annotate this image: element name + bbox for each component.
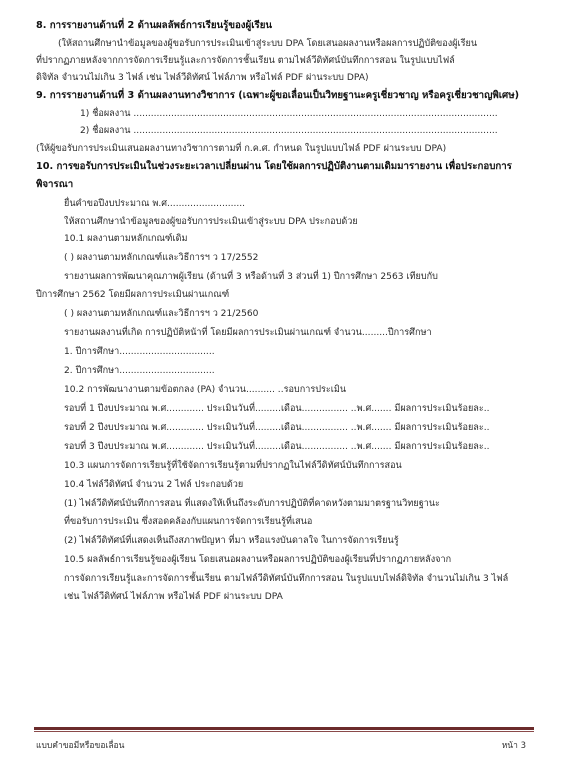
footer-divider-thin [34,731,534,732]
subsection-10-2: 10.2 การพัฒนางานตามข้อตกลง (PA) จำนวน.......... ..รอบการประเมิน [64,385,347,395]
report-line: รายงานผลการพัฒนาคุณภาพผู้เรียน (ด้านที่ 3 หรือด้านที่ 3 ส่วนที่ 1) ปีการศึกษา 2563 เทียบกับ [64,272,438,282]
round-3-line: รอบที่ 3 ปีงบประมาณ พ.ศ............. ประเมินวันที่.........เดือน................ ..พ.ศ....... มีผลการประเมินร้อยละ.. [64,442,490,452]
section-8-text: (ให้สถานศึกษานำข้อมูลของผู้ขอรับการประเมินเข้าสู่ระบบ DPA โดยเสนอผลงานหรือผลการปฏิบัติของผู้เรียน [58,39,478,49]
work-title-line-2: 2) ชื่อผลงาน .............................................................................................................................. [80,126,498,136]
video-item-2: (2) ไฟล์วีดิทัศน์ที่แสดงเห็นถึงสภาพปัญหา ที่มา หรือแรงบันดาลใจ ในการจัดการเรียนรู้ [64,536,399,546]
section-8-text: ที่ปรากฏภายหลังจากการจัดการเรียนรู้และการจัดการชั้นเรียน ตามไฟล์วีดิทัศน์บันทึกการสอน ในรูปแบบไฟล์ [36,56,455,66]
subsection-10-4: 10.4 ไฟล์วีดิทัศน์ จำนวน 2 ไฟล์ ประกอบด้วย [64,480,244,490]
fiscal-year-line: ยื่นคำขอปีงบประมาณ พ.ศ........................... [64,199,246,209]
footer-divider [34,727,534,730]
work-title-line-1: 1) ชื่อผลงาน .............................................................................................................................. [80,109,498,119]
academic-year-2: 2. ปีการศึกษา................................. [64,366,215,376]
section-8-text: ดิจิทัล จำนวนไม่เกิน 3 ไฟล์ เช่น ไฟล์วีดิทัศน์ ไฟล์ภาพ หรือไฟล์ PDF ผ่านระบบ DPA) [36,73,369,83]
checkbox-option-v21: ( ) ผลงานตามหลักเกณฑ์และวิธีการฯ ว 21/2560 [64,309,259,319]
round-1-line: รอบที่ 1 ปีงบประมาณ พ.ศ............. ประเมินวันที่.........เดือน................ ..พ.ศ....... มีผลการประเมินร้อยละ.. [64,404,490,414]
section-10-heading-cont: พิจารณา [36,179,74,190]
page-number: หน้า 3 [501,741,526,751]
subsection-10-5: 10.5 ผลลัพธ์การเรียนรู้ของผู้เรียน โดยเสนอผลงานหรือผลการปฏิบัติของผู้เรียนที่ปรากฏภายหลังจาก [64,555,452,565]
section-9-note: (ให้ผู้ขอรับการประเมินเสนอผลงานทางวิชาการตามที่ ก.ค.ศ. กำหนด ในรูปแบบไฟล์ PDF ผ่านระบบ DPA) [36,144,447,154]
subsection-10-5-cont: การจัดการเรียนรู้และการจัดการชั้นเรียน ตามไฟล์วีดิทัศน์บันทึกการสอน ในรูปแบบไฟล์ดิจิทัล จำนวนไม่เกิน 3 ไฟล์ [64,574,509,584]
checkbox-option-v17: ( ) ผลงานตามหลักเกณฑ์และวิธีการฯ ว 17/2552 [64,253,259,263]
report-line: รายงานผลงานที่เกิด การปฏิบัติหน้าที่ โดยมีผลการประเมินผ่านเกณฑ์ จำนวน.........ปีการศึกษา [64,328,432,338]
subsection-10-5-cont: เช่น ไฟล์วีดิทัศน์ ไฟล์ภาพ หรือไฟล์ PDF ผ่านระบบ DPA [64,592,283,602]
footer-left-label: แบบคำขอมีหรือขอเลื่อน [36,741,125,751]
round-2-line: รอบที่ 2 ปีงบประมาณ พ.ศ............. ประเมินวันที่.........เดือน................ ..พ.ศ....... มีผลการประเมินร้อยละ.. [64,423,490,433]
section-9-heading: 9. การรายงานด้านที่ 3 ด้านผลงานทางวิชาการ (เฉพาะผู้ขอเลื่อนเป็นวิทยฐานะครูเชี่ยวชาญ หรือครูเชี่ยวชาญพิเศษ) [36,90,520,101]
section-8-heading: 8. การรายงานด้านที่ 2 ด้านผลลัพธ์การเรียนรู้ของผู้เรียน [36,20,273,31]
academic-year-1: 1. ปีการศึกษา................................. [64,347,215,357]
instruction-line: ให้สถานศึกษานำข้อมูลของผู้ขอรับการประเมินเข้าสู่ระบบ DPA ประกอบด้วย [64,217,358,227]
subsection-10-3: 10.3 แผนการจัดการเรียนรู้ที่ใช้จัดการเรียนรู้ตามที่ปรากฏในไฟล์วีดิทัศน์บันทึกการสอน [64,461,402,471]
video-item-1-cont: ที่ขอรับการประเมิน ซึ่งสอดคล้องกับแผนการจัดการเรียนรู้ที่เสนอ [64,517,313,527]
video-item-1: (1) ไฟล์วีดิทัศน์บันทึกการสอน ที่แสดงให้เห็นถึงระดับการปฏิบัติที่คาดหวังตามมาตรฐานวิทยฐานะ [64,499,440,509]
report-line-cont: ปีการศึกษา 2562 โดยมีผลการประเมินผ่านเกณฑ์ [36,290,230,300]
subsection-10-1: 10.1 ผลงานตามหลักเกณฑ์เดิม [64,234,188,244]
section-10-heading: 10. การขอรับการประเมินในช่วงระยะเวลาเปลี่ยนผ่าน โดยใช้ผลการปฏิบัติงานตามเดิมมารายงาน เพื่อประกอบการ [36,161,512,172]
